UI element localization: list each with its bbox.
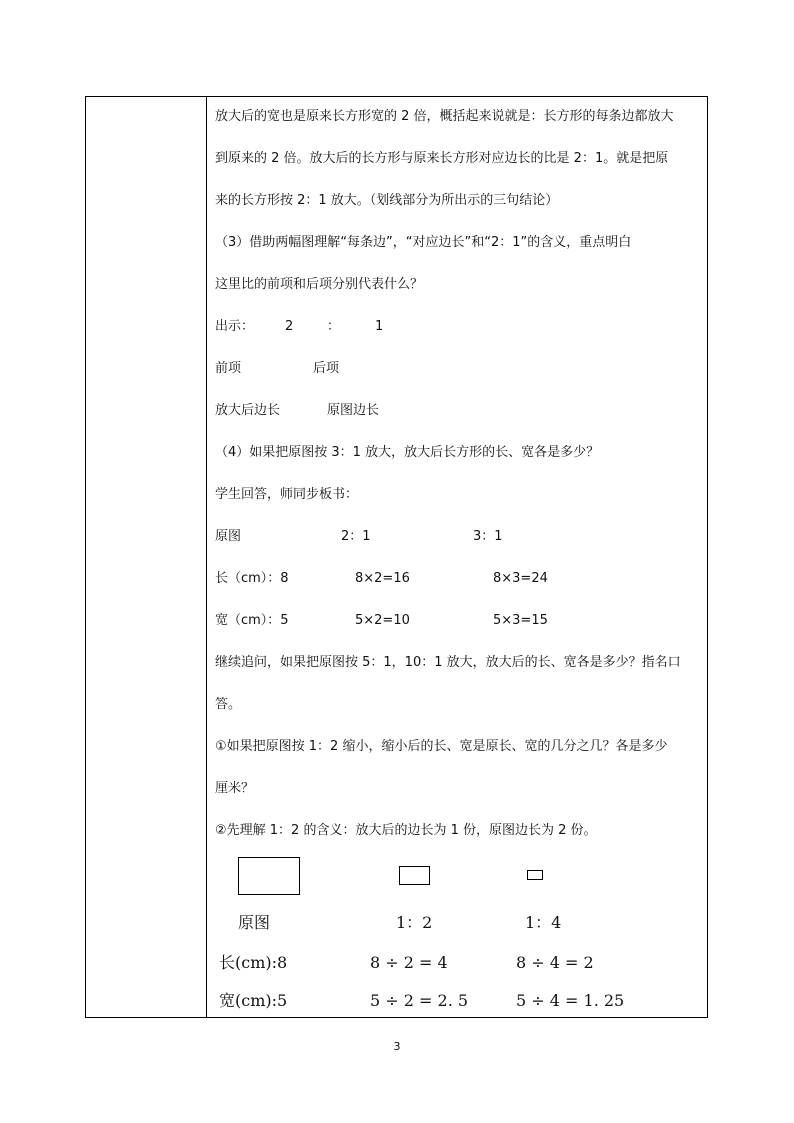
ratio-back: 1 <box>375 319 384 334</box>
shrink-width-label: 宽(cm):5 <box>219 991 288 1010</box>
enlarge-header-2to1: 2：1 <box>341 529 371 544</box>
enlarge-width-2x: 5×2=10 <box>355 613 410 628</box>
paragraph-line: 学生回答，师同步板书： <box>215 487 359 502</box>
enlarged-side-label: 放大后边长 <box>215 403 281 418</box>
paragraph-line: 答。 <box>215 697 242 712</box>
enlarge-header-3to1: 3：1 <box>473 529 503 544</box>
shrink-header-1to2: 1：2 <box>396 913 433 932</box>
enlarge-length-2x: 8×2=16 <box>355 571 410 586</box>
shrink-header-1to4: 1：4 <box>525 913 562 932</box>
paragraph-line: ①如果把原图按 1：2 缩小，缩小后的长、宽是原长、宽的几分之几？各是多少 <box>215 739 668 754</box>
enlarge-width-3x: 5×3=15 <box>493 613 548 628</box>
column-divider <box>206 96 207 1018</box>
enlarge-length-label: 长（cm）：8 <box>215 571 289 586</box>
paragraph-line: 这里比的前项和后项分别代表什么？ <box>215 277 424 292</box>
original-side-label: 原图边长 <box>327 403 380 418</box>
paragraph-line: 厘米？ <box>215 781 255 796</box>
paragraph-line: ②先理解 1：2 的含义：放大后的边长为 1 份，原图边长为 2 份。 <box>215 823 597 838</box>
quarter-rectangle <box>527 870 543 880</box>
ratio-colon: ： <box>327 319 341 334</box>
shrink-width-quarter: 5 ÷ 4 = 1. 25 <box>516 991 625 1010</box>
shrink-length-half: 8 ÷ 2 = 4 <box>370 953 448 972</box>
enlarge-width-label: 宽（cm）：5 <box>215 613 289 628</box>
paragraph-line: 来的长方形按 2：1 放大。（划线部分为所出示的三句结论） <box>215 193 559 208</box>
paragraph-line: （4）如果把原图按 3：1 放大，放大后长方形的长、宽各是多少？ <box>215 445 600 460</box>
half-rectangle <box>399 866 430 885</box>
paragraph-line: 放大后的宽也是原来长方形宽的 2 倍，概括起来说就是：长方形的每条边都放大 <box>215 109 674 124</box>
ratio-front: 2 <box>285 319 294 334</box>
page-number: 3 <box>393 1040 401 1053</box>
shrink-width-half: 5 ÷ 2 = 2. 5 <box>370 991 469 1010</box>
front-term-label: 前项 <box>215 361 242 376</box>
shrink-length-quarter: 8 ÷ 4 = 2 <box>516 953 594 972</box>
shrink-header-original: 原图 <box>238 913 271 932</box>
back-term-label: 后项 <box>313 361 340 376</box>
original-rectangle <box>238 857 300 895</box>
enlarge-header-original: 原图 <box>215 529 242 544</box>
show-label: 出示： <box>215 319 255 334</box>
paragraph-line: （3）借助两幅图理解“每条边”，“对应边长”和“2：1”的含义，重点明白 <box>215 235 632 250</box>
paragraph-line: 继续追问，如果把原图按 5：1，10：1 放大，放大后的长、宽各是多少？指名口 <box>215 655 681 670</box>
paragraph-line: 到原来的 2 倍。放大后的长方形与原来长方形对应边长的比是 2：1。就是把原 <box>215 151 669 166</box>
shrink-length-label: 长(cm):8 <box>219 953 288 972</box>
enlarge-length-3x: 8×3=24 <box>493 571 548 586</box>
